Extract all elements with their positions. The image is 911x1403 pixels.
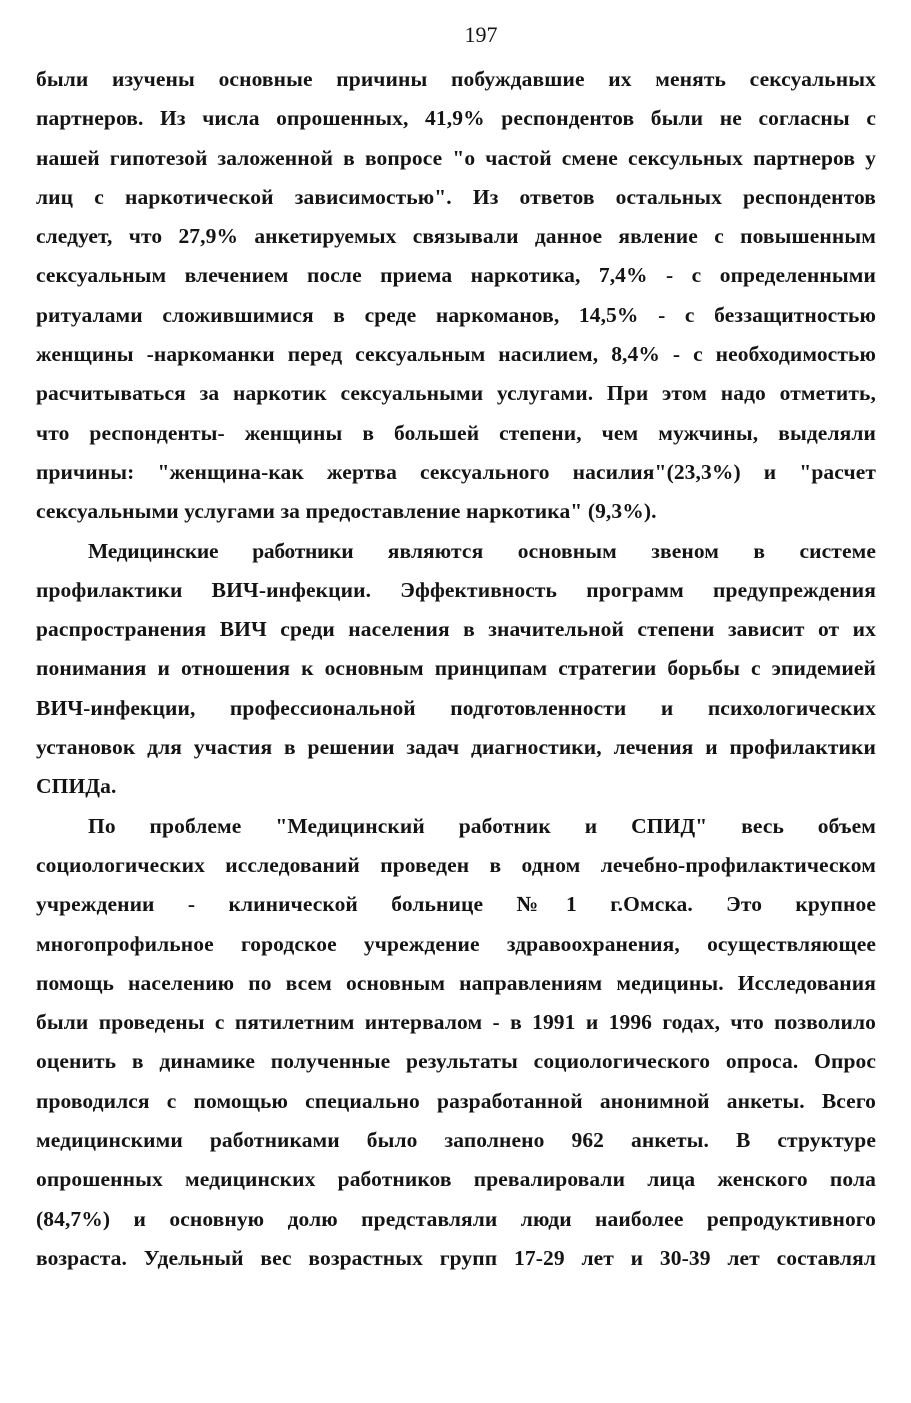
text-line: были изучены основные причины побуждавшие их менять сексуальных xyxy=(36,67,876,91)
page-number: 197 xyxy=(464,22,498,47)
text-fragment: являются основным звеном в системе xyxy=(353,538,876,563)
paragraph-lead-term: Медицинские работники xyxy=(88,538,354,563)
text-line: следует, что 27,9% анкетируемых связывали данное явление с повышенным xyxy=(36,224,876,249)
text-line: расчитываться за наркотик сексуальными услугами. При этом надо отметить, xyxy=(36,381,876,406)
document-page xyxy=(36,20,876,1278)
text-line: сексуальными услугами за предоставление наркотика" (9,3%). xyxy=(36,499,657,524)
text-line: нашей гипотезой заложенной в вопросе "о частой смене сексульных партнеров у xyxy=(36,145,876,170)
text-line: ВИЧ-инфекции, профессиональной подготовленности и психологических xyxy=(36,695,876,720)
text-line: распространения ВИЧ среди населения в значительной степени зависит от их xyxy=(36,617,876,642)
text-line: многопрофильное городское учреждение здравоохранения, осуществляющее xyxy=(36,931,876,956)
text-line: профилактики ВИЧ-инфекции. Эффективность программ предупреждения xyxy=(36,577,876,602)
text-line: что респонденты- женщины в большей степени, чем мужчины, выделяли xyxy=(36,420,876,445)
text-line: социологических исследований проведен в одном лечебно-профилактическом xyxy=(36,852,876,877)
text-line: СПИДа. xyxy=(36,774,117,799)
text-line: понимания и отношения к основным принципам стратегии борьбы с эпидемией xyxy=(36,656,876,681)
text-line: возраста. Удельный вес возрастных групп 17-29 лет и 30-39 лет составлял xyxy=(36,1245,876,1270)
text-line: учреждении - клинической больнице №1 г.Омска. Это крупное xyxy=(36,892,876,917)
text-line: опрошенных медицинских работников превалировали лица женского пола xyxy=(36,1167,876,1192)
text-line: партнеров. Из числа опрошенных, 41,9% респондентов были не согласны с xyxy=(36,106,876,131)
text-line: ритуалами сложившимися в среде наркоманов, 14,5% - с беззащитностью xyxy=(36,302,876,327)
text-line: причины: "женщина-как жертва сексуального насилия"(23,3%) и "расчет xyxy=(36,459,876,484)
text-line: были проведены с пятилетним интервалом - в 1991 и 1996 годах, что позволило xyxy=(36,1010,876,1035)
text-line: лиц с наркотической зависимостью". Из ответов остальных респондентов xyxy=(36,184,876,209)
text-line: установок для участия в решении задач диагностики, лечения и профилактики xyxy=(36,735,876,760)
paragraph-1 xyxy=(36,60,876,532)
text-line: проводился с помощью специально разработанной анонимной анкеты. Всего xyxy=(36,1088,876,1113)
text-line: медицинскими работниками было заполнено 962 анкеты. В структуре xyxy=(36,1128,876,1153)
text-line: помощь населению по всем основным направлениям медицины. Исследования xyxy=(36,970,876,995)
paragraph-2 xyxy=(36,532,876,807)
text-line: оценить в динамике полученные результаты социологического опроса. Опрос xyxy=(36,1049,876,1074)
paragraph-3 xyxy=(36,807,876,1279)
text-line-first: По проблеме "Медицинский работник и СПИД" весь объем xyxy=(88,813,876,838)
text-line: сексуальным влечением после приема наркотика, 7,4% - с определенными xyxy=(36,263,876,288)
text-line-first xyxy=(36,532,876,571)
text-line: женщины -наркоманки перед сексуальным насилием, 8,4% - с необходимостью xyxy=(36,342,876,367)
text-line: (84,7%) и основную долю представляли люди наиболее репродуктивного xyxy=(36,1206,876,1231)
